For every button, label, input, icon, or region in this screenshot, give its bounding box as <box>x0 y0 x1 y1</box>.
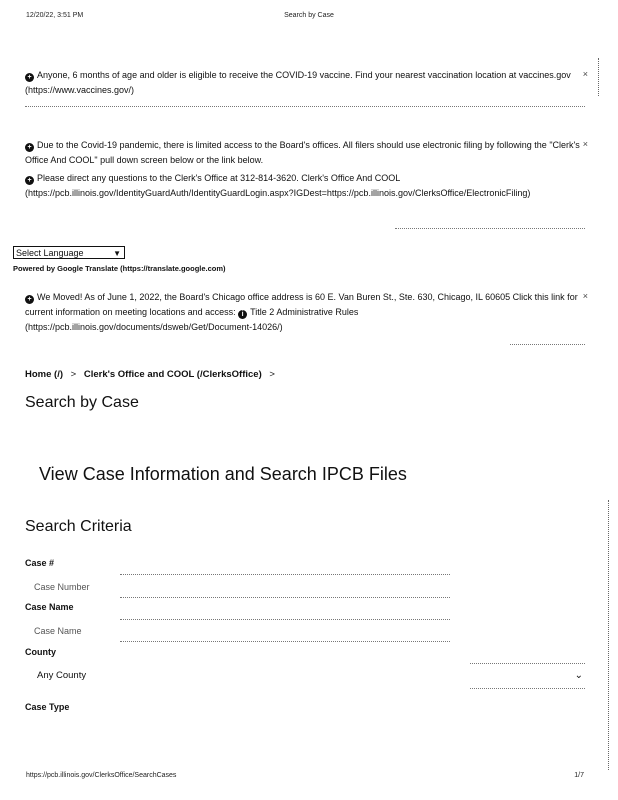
input-border <box>120 641 450 643</box>
breadcrumb-clerks-office[interactable]: Clerk's Office and COOL (/ClerksOffice) <box>83 369 262 380</box>
section-title: View Case Information and Search IPCB Files <box>39 464 407 484</box>
breadcrumb-separator: > <box>269 369 275 380</box>
close-icon[interactable]: × <box>582 291 588 301</box>
clerks-office-notice <box>25 171 585 201</box>
plus-circle-icon: + <box>25 176 34 185</box>
office-moved-notice <box>25 290 585 335</box>
case-name-placeholder: Case Name <box>34 626 82 636</box>
input-border <box>120 597 450 599</box>
powered-by-google-translate[interactable]: Powered by Google Translate (https://translate.google.com) <box>13 264 226 273</box>
print-url: https://pcb.illinois.gov/ClerksOffice/SearchCases <box>26 772 177 779</box>
plus-circle-icon: + <box>25 143 34 152</box>
chevron-down-icon: ▼ <box>113 249 121 258</box>
close-icon[interactable]: × <box>582 69 588 79</box>
plus-circle-icon: + <box>25 295 34 304</box>
scrollbar-track[interactable] <box>598 58 600 96</box>
language-select-value: Select Language <box>16 248 84 258</box>
notice-text: We Moved! As of June 1, 2022, the Board's Chicago office address is 60 E. Van Buren St., Ste. 630, Chicago, IL 60605 Click this link for current information on meeting locations and access: <box>25 292 578 317</box>
case-name-label: Case Name <box>25 602 74 612</box>
admin-rules-link[interactable]: Title 2 Administrative Rules (https://pcb.illinois.gov/documents/dsweb/Get/Document-14026/) <box>25 307 359 332</box>
breadcrumb-separator: > <box>70 369 77 380</box>
divider <box>510 344 585 346</box>
print-page-number: 1/7 <box>574 772 584 779</box>
covid-vaccine-notice <box>25 68 585 98</box>
breadcrumb-home[interactable]: Home (/) <box>25 369 63 380</box>
scrollbar-track-lower[interactable] <box>608 500 610 770</box>
notice-text: Anyone, 6 months of age and older is eligible to receive the COVID-19 vaccine. Find your nearest vaccination location at vaccines.gov (https://www.vaccines.gov/) <box>25 70 571 95</box>
case-name-input[interactable] <box>25 622 585 640</box>
print-page-title: Search by Case <box>284 12 334 19</box>
search-criteria-heading: Search Criteria <box>25 518 132 535</box>
case-number-label: Case # <box>25 558 55 568</box>
divider <box>395 228 585 230</box>
print-datetime: 12/20/22, 3:51 PM <box>26 12 84 19</box>
chevron-down-icon: ⌄ <box>574 670 583 681</box>
notice-text[interactable]: Please direct any questions to the Clerk's Office at 312-814-3620. Clerk's Office And COOL (https://pcb.illinois.gov/IdentityGuardAuth/IdentityGuardLogin.aspx?IGDest=https://pcb.illinois.gov/ClerksOffice/ElectronicFiling) <box>25 173 531 198</box>
county-label: County <box>25 647 56 657</box>
case-number-input[interactable] <box>25 578 585 596</box>
notice-text: Due to the Covid-19 pandemic, there is limited access to the Board's offices. All filers should use electronic filing by following the "Clerk's Office And COOL" pull down screen below or the link below. <box>25 140 580 165</box>
input-border <box>470 663 585 665</box>
limited-access-notice <box>25 138 585 168</box>
case-number-placeholder: Case Number <box>34 582 90 592</box>
language-select[interactable] <box>13 246 125 259</box>
input-border <box>120 619 450 621</box>
county-select-value: Any County <box>37 670 87 681</box>
divider <box>25 106 585 108</box>
breadcrumb <box>25 369 280 380</box>
input-border <box>120 574 450 576</box>
case-type-label: Case Type <box>25 702 70 712</box>
info-icon: i <box>238 310 247 319</box>
county-select[interactable] <box>25 666 587 686</box>
page-title: Search by Case <box>25 394 139 411</box>
plus-circle-icon: + <box>25 73 34 82</box>
close-icon[interactable]: × <box>582 139 588 149</box>
input-border <box>470 688 585 690</box>
